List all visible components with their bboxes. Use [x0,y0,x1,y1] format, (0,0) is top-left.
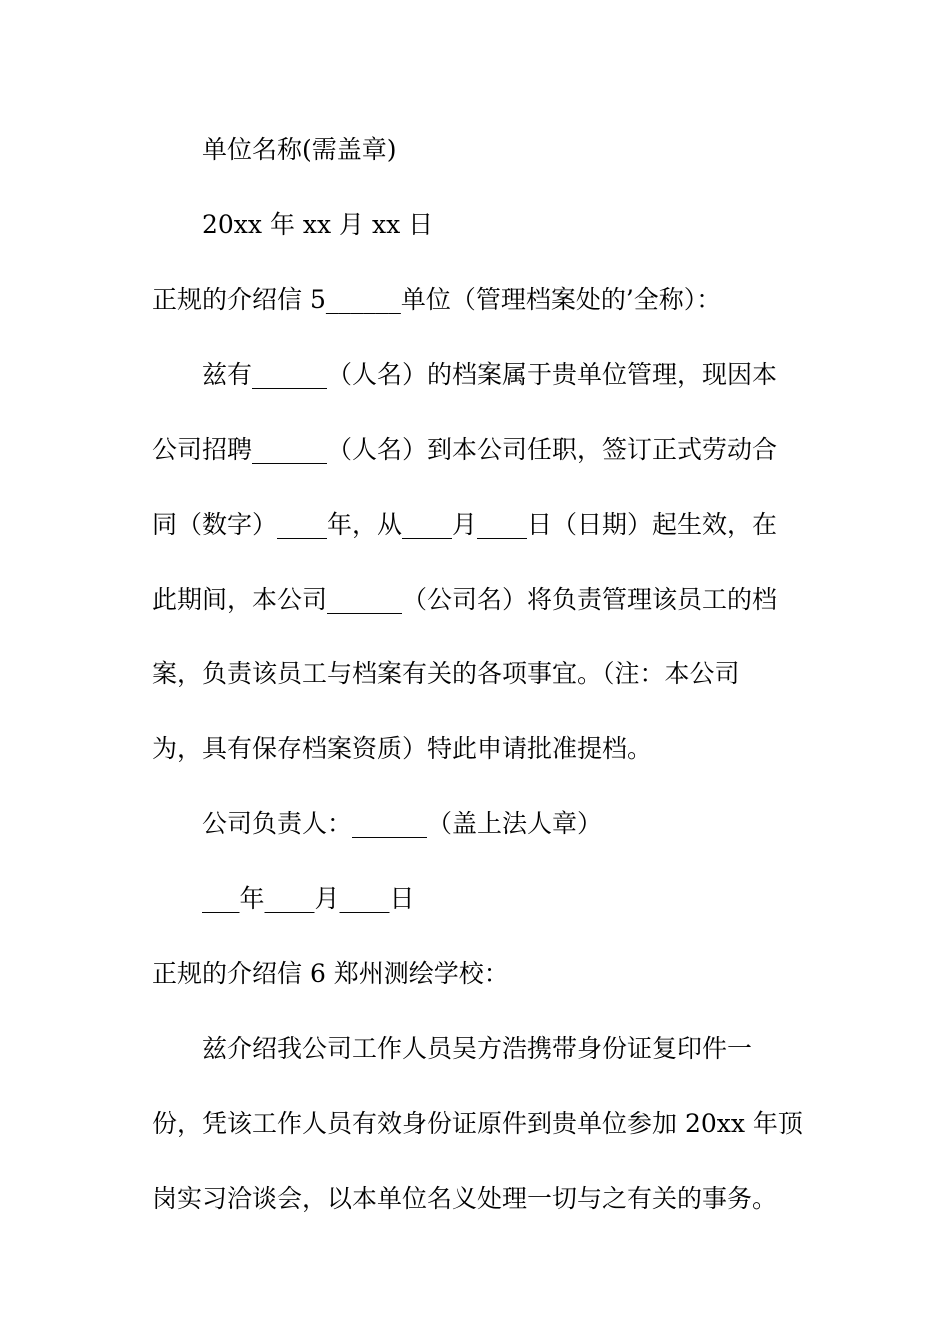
signature-unit-name: 单位名称(需盖章) [202,135,397,164]
company-representative-line: 公司负责人：______（盖上法人章） [202,809,603,838]
blank-date-line: ___年____月____日 [202,884,415,913]
letter-5-body-line-2: 公司招聘______（人名）到本公司任职，签订正式劳动合 [152,435,778,464]
letter-6-body-line-1: 兹介绍我公司工作人员吴方浩携带身份证复印件一 [202,1034,753,1063]
letter-5-body-line-4: 此期间，本公司______（公司名）将负责管理该员工的档 [152,585,778,614]
letter-6-heading: 正规的介绍信 6 郑州测绘学校： [152,959,509,988]
letter-5-body-line-3: 同（数字）____年，从____月____日（日期）起生效，在 [152,510,778,539]
letter-6-body-line-3: 岗实习洽谈会，以本单位名义处理一切与之有关的事务。 [152,1184,778,1213]
letter-5-body-line-6: 为，具有保存档案资质）特此申请批准提档。 [152,734,653,763]
letter-6-body-line-2: 份，凭该工作人员有效身份证原件到贵单位参加 20xx 年顶 [152,1109,803,1138]
signature-date: 20xx 年 xx 月 xx 日 [202,210,434,239]
letter-5-body-line-5: 案，负责该员工与档案有关的各项事宜。（注：本公司 [152,659,740,688]
letter-5-body-line-1: 兹有______（人名）的档案属于贵单位管理，现因本 [202,360,778,389]
letter-5-heading: 正规的介绍信 5______单位（管理档案处的’全称）： [152,285,722,314]
